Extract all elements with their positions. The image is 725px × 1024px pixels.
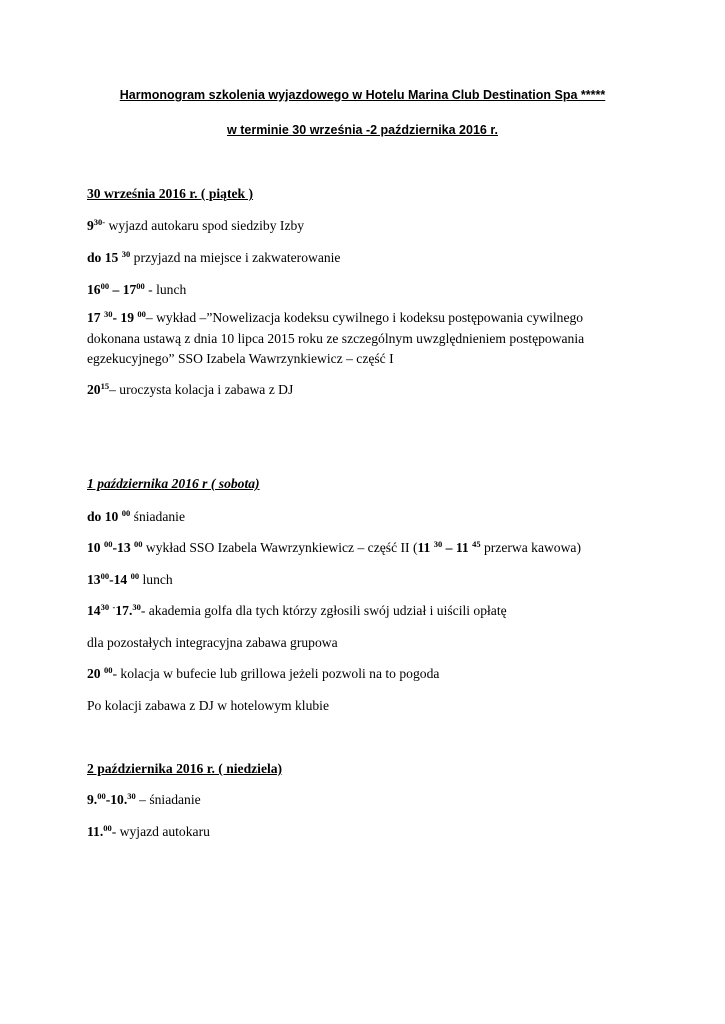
item-text: przyjazd na miejsce i zakwaterowanie [130,250,341,265]
day1-item-lecture [87,308,632,370]
day1-item-lunch [87,280,186,299]
day2-item-lecture [87,538,581,557]
day1-item-dinner [87,380,293,399]
day3-item-departure [87,822,210,841]
time-start: 11. [87,824,104,839]
item-text: - lunch [144,282,187,297]
day2-item-group-play [87,633,338,652]
time-start-sup: 15 [100,381,110,391]
time-start: 16 [87,282,101,297]
item-text-end: przerwa kawowa) [480,540,581,555]
time-start: 17 [87,310,104,325]
time-start: 14 [87,603,101,618]
item-text: – uroczysta kolacja i zabawa z DJ [109,382,294,397]
time-start: 9. [87,792,98,807]
break-end-sup: 45 [472,539,481,549]
time-end: - 19 [112,310,138,325]
document-title: Harmonogram szkolenia wyjazdowego w Hotelu Marina Club Destination Spa ***** [119,88,606,102]
time-end-sup: 00 [137,309,146,319]
time-start: do 15 [87,250,122,265]
day2-item-lunch [87,570,173,589]
time-start-sup: 00 [100,571,110,581]
time-start-sup: 30- [93,217,106,227]
time-start-sup: 00 [103,823,112,833]
time-start: do 10 [87,509,122,524]
break-start-sup: 30 [433,539,443,549]
time-start: 20 [87,382,101,397]
document-subtitle: w terminie 30 września -2 października 2016 r. [227,123,498,137]
time-start-sup: 00 [100,281,110,291]
day2-heading: 1 października 2016 r ( sobota) [87,476,260,491]
day1-heading: 30 września 2016 r. ( piątek ) [87,186,254,201]
time-start: 10 [87,540,104,555]
time-end-sup: 00 [134,539,143,549]
item-text: śniadanie [130,509,185,524]
time-end-sup: 00 [130,571,140,581]
time-start-sup: 00 [104,665,113,675]
time-end-sup: 30 [132,602,141,612]
item-text: - akademia golfa dla tych którzy zgłosili swój udział i uiścili opłatę [140,603,507,618]
time-start: 9 [87,218,94,233]
day2-item-party [87,696,329,715]
item-text: dla pozostałych integracyjna zabawa grupowa [87,635,338,650]
time-end: -13 [112,540,135,555]
item-text: - wyjazd autokaru [111,824,210,839]
item-text: – śniadanie [135,792,201,807]
time-start-sup: 30 [104,309,113,319]
time-start-sup: 00 [121,508,131,518]
day1-item-departure [87,216,304,235]
item-text: - kolacja w bufecie lub grillowa jeżeli pozwoli na to pogoda [112,666,440,681]
time-end-sup: 30 [127,791,136,801]
break-start: 11 [417,540,434,555]
item-text: Po kolacji zabawa z DJ w hotelowym klubie [87,698,329,713]
time-start: 13 [87,572,101,587]
time-end: -10. [105,792,128,807]
break-end: – 11 [442,540,473,555]
item-text: – wykład –”Nowelizacja kodeksu cywilnego i kodeksu postępowania cywilnego dokonana ustawą z dnia 10 lipca 2015 roku ze szczególnym uwzględnieniem postępowania egzekucyjnego” SSO Izabela Wawrzynkiewicz – część I [87,310,585,366]
item-text: lunch [139,572,173,587]
time-start-sup: 30 [100,602,110,612]
day2-item-dinner [87,664,439,683]
time-sep-sup: - [112,602,116,612]
time-start-sup: 00 [97,791,106,801]
time-start-sup: 30 [121,249,131,259]
time-start: 20 [87,666,104,681]
time-end: – 17 [109,282,137,297]
time-start-sup: 00 [104,539,113,549]
time-end: -14 [109,572,131,587]
day3-item-breakfast [87,790,201,809]
day2-item-golf [87,601,507,620]
item-text: wyjazd autokaru spod siedziby Izby [105,218,305,233]
day1-item-arrival [87,248,340,267]
day3-heading: 2 października 2016 r. ( niedziela) [87,761,283,776]
item-text: wykład SSO Izabela Wawrzynkiewicz – część II ( [142,540,418,555]
time-end-sup: 00 [136,281,145,291]
time-end: 17. [115,603,133,618]
day2-item-breakfast [87,507,185,526]
